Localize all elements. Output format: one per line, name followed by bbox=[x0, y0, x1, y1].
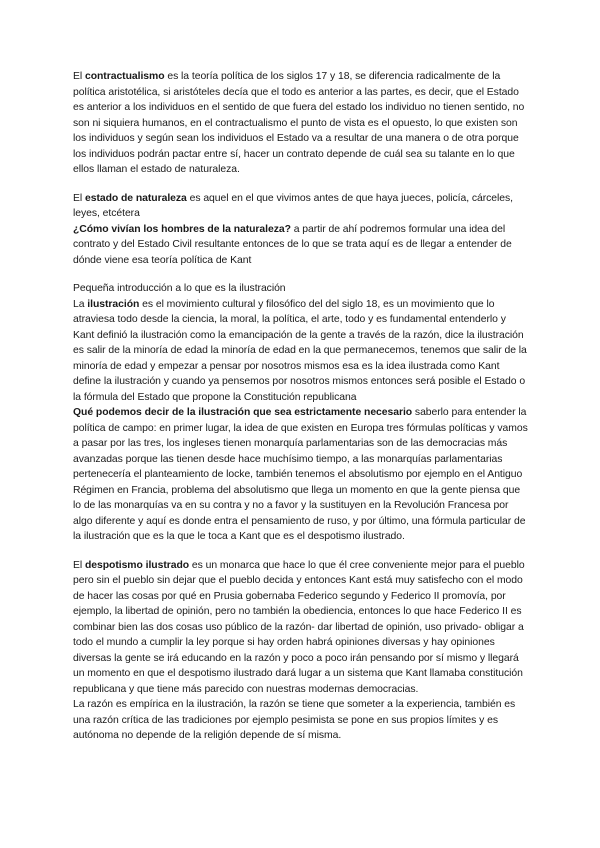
paragraph-body: es aquel en el que vivimos antes de que haya jueces, policía, cárceles, leyes, etcétera bbox=[73, 192, 513, 219]
paragraph-razon-empirica: La razón es empírica en la ilustración, la razón se tiene que someter a la experiencia, también es una razón crítica de las tradiciones por ejemplo pesimista se pone en sus propios límites y es autónoma no depende de la religión depende de sí misma. bbox=[73, 699, 516, 741]
term-contractualismo: contractualismo bbox=[84, 71, 165, 82]
paragraph-despotismo-ilustrado bbox=[73, 558, 528, 698]
paragraph-body: es el movimiento cultural y filosófico del del siglo 18, es un movimiento que lo atraviesa todo desde la ciencia, la moral, la política, el arte, todo y es fundamental entenderlo y Kant definió la ilustración como la emancipación de la gente a través de la razón, dice la ilustración es salir de la minoría de edad la minoría de edad en la que permanecemos, tenemos que salir de la minoría de edad y empezar a pensar por nosotros mismos esa es la idea ilustrada como Kant define la ilustración y cuando ya pensemos por nosotros mismos entonces será posible el Estado o la fórmula del Estado que propone la Constitución republicana bbox=[73, 298, 527, 403]
question-estrictamente-necesario: Qué podemos decir de la ilustración que sea estrictamente necesario bbox=[73, 407, 413, 418]
paragraph-spacer bbox=[73, 268, 528, 281]
paragraph-contractualismo bbox=[73, 69, 528, 178]
paragraph-lead: El bbox=[73, 192, 85, 204]
term-despotismo-ilustrado: despotismo ilustrado bbox=[84, 559, 190, 571]
paragraph-body: saberlo para entender la política de campo: en primer lugar, la idea de que existen en Europa tres fórmulas políticas y vamos a pasar por las tres, los ingleses tienen monarquía parlamentarias son de las democracias más avanzadas porque las tienen desde hace muchísimo tiempo, a las monarquías parlamentarias pertenecería el planteamiento de locke, también tenemos el absolutismo por ejemplo en el Antiguo Régimen en Francia, problema del absolutismo que llega un momento en que la gente piensa que lo de las monarquías va en su contra y no a favor y la sustituyen en la Revolución Francesa por algo diferente y aquí es donde entra el pensamiento de ruso, y por último, una fórmula particular de la ilustración que es la que le toca a Kant que es el despotismo ilustrado. bbox=[73, 407, 528, 542]
paragraph-spacer bbox=[73, 545, 528, 558]
paragraph-body: es un monarca que hace lo que él cree conveniente mejor para el pueblo pero sin el pueblo sin dejar que el pueblo decida y entonces Kant está muy satisfecho con el modo de hacer las cosas por qué en Prusia gobernaba Federico segundo y Federico II promovía, por ejemplo, la libertad de opinión, pero no también la obediencia, entonces lo que hace Federico II es combinar bien las dos cosas uso público de la razón- dar libertad de opinión, uso privado- obligar a todo el mundo a cumplir la ley porque si hay orden habrá opiniones diversas y hay opiniones diversas la gente se irá educando en la razón y poco a poco irán pensando por sí mismo y llegará un momento en que el despotismo ilustrado dará lugar a un sistema que Kant llamaba constitución republicana y que tiene más parecido con nuestras modernas democracias. bbox=[73, 559, 525, 695]
section-intro-ilustracion: Pequeña introducción a lo que es la ilustración bbox=[73, 283, 286, 294]
question-hombres-naturaleza: ¿Cómo vivían los hombres de la naturaleza? bbox=[73, 223, 291, 235]
paragraph-spacer bbox=[73, 178, 528, 191]
paragraph-ilustracion bbox=[73, 297, 528, 406]
paragraph-lead: La bbox=[73, 298, 88, 310]
paragraph-lead: El bbox=[73, 559, 85, 571]
paragraph-lead: El bbox=[73, 71, 85, 82]
paragraph-body: a partir de ahí podremos formular una idea del contrato y del Estado Civil resultante entonces de lo que se trata aquí es de llegar a entender de dónde viene esa teoría política de Kant bbox=[73, 223, 512, 266]
term-ilustracion: ilustración bbox=[87, 298, 140, 310]
paragraph-body: es la teoría política de los siglos 17 y 18, se diferencia radicalmente de la política aristotélica, si aristóteles decía que el todo es anterior a las partes, es decir, que el Estado es anterior a los individuos en el sentido de que fuera del estado los individuo no tienen sentido, no son ni siquiera humanos, en el contractualismo el punto de vista es el opuesto, lo que existen son los individuos y según sean los individuos el Estado va a resultar de una manera o de otra porque los individuos podrán pactar entre sí, hacer un contrato depende de cuál sea su talante en lo que ellos llaman el estado de naturaleza. bbox=[73, 71, 525, 175]
paragraph-estrictamente-necesario bbox=[73, 405, 528, 545]
document-page bbox=[73, 69, 528, 744]
term-estado-de-naturaleza: estado de naturaleza bbox=[84, 192, 187, 204]
paragraph-estado-de-naturaleza bbox=[73, 191, 528, 222]
paragraph-hombres-naturaleza bbox=[73, 222, 528, 269]
